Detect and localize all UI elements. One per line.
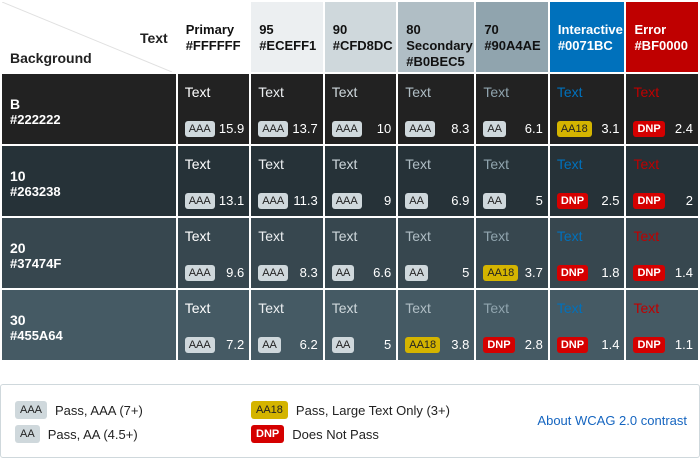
legend-item-aaa — [15, 401, 143, 419]
rating-badge: AAA — [185, 121, 215, 137]
contrast-ratio: 2.8 — [524, 337, 543, 352]
wcag-contrast-link[interactable]: About WCAG 2.0 contrast — [537, 413, 687, 428]
grid-row — [2, 146, 698, 216]
contrast-cell — [398, 74, 474, 144]
column-header-inner — [178, 2, 250, 54]
rating-badge: DNP — [633, 265, 664, 281]
legend-item-dnp — [251, 425, 379, 443]
sample-text: Text — [258, 300, 284, 316]
column-name: Primary — [185, 22, 235, 37]
rating-badge: DNP — [557, 265, 588, 281]
legend-badge-dnp: DNP — [251, 425, 284, 443]
contrast-cell — [476, 74, 548, 144]
column-header — [626, 2, 698, 72]
sample-text: Text — [258, 228, 284, 244]
contrast-ratio: 10 — [376, 121, 392, 136]
sample-text: Text — [331, 228, 358, 244]
contrast-cell — [626, 146, 698, 216]
rating-badge: AA — [258, 337, 281, 353]
contrast-ratio: 2 — [685, 193, 693, 208]
contrast-cell — [550, 290, 625, 360]
grid-row — [2, 218, 698, 288]
sample-text: Text — [556, 156, 583, 172]
rating-badge: AA18 — [557, 121, 592, 137]
column-header — [398, 2, 474, 72]
row-name: 10 — [10, 168, 26, 184]
contrast-ratio: 7.2 — [226, 337, 245, 352]
sample-text: Text — [405, 84, 431, 100]
column-name: 70 — [484, 22, 499, 37]
contrast-cell — [325, 146, 397, 216]
column-header — [251, 2, 323, 72]
contrast-cell — [178, 146, 250, 216]
column-name: Interactive — [557, 22, 623, 37]
column-header — [550, 2, 625, 72]
contrast-ratio: 8.3 — [451, 121, 470, 136]
row-hex: #37474F — [10, 256, 62, 271]
row-header — [2, 146, 176, 216]
contrast-cell — [626, 74, 698, 144]
row-header — [2, 218, 176, 288]
rating-badge: AAA — [258, 265, 288, 281]
legend-item-aa18 — [251, 401, 450, 419]
column-header — [476, 2, 548, 72]
contrast-ratio: 6.1 — [524, 121, 543, 136]
rating-badge: AAA — [332, 193, 362, 209]
rating-badge: AA18 — [405, 337, 440, 353]
contrast-cell — [178, 218, 250, 288]
contrast-cell — [626, 218, 698, 288]
sample-text: Text — [405, 228, 431, 244]
contrast-cell — [476, 218, 548, 288]
column-hex: #FFFFFF — [185, 38, 241, 53]
row-header — [2, 74, 176, 144]
sample-text: Text — [331, 156, 358, 172]
contrast-ratio: 1.1 — [674, 337, 693, 352]
legend-badge-aaa: AAA — [15, 401, 47, 419]
contrast-cell — [476, 146, 548, 216]
contrast-cell — [251, 218, 323, 288]
contrast-cell — [476, 290, 548, 360]
rating-badge: AAA — [185, 265, 215, 281]
contrast-ratio: 6.6 — [373, 265, 392, 280]
contrast-cell — [251, 290, 323, 360]
sample-text: Text — [556, 300, 583, 316]
sample-text: Text — [184, 228, 211, 244]
row-hex: #222222 — [10, 112, 61, 127]
column-name: Error — [634, 22, 667, 37]
row-name: 20 — [10, 240, 26, 256]
sample-text: Text — [331, 300, 358, 316]
background-axis-label: Background — [10, 50, 92, 66]
rating-badge: DNP — [483, 337, 514, 353]
contrast-ratio: 9 — [384, 193, 392, 208]
sample-text: Text — [633, 84, 660, 100]
contrast-ratio: 8.3 — [299, 265, 318, 280]
row-hex: #455A64 — [10, 328, 63, 343]
rating-badge: AA — [405, 193, 428, 209]
row-header-inner — [2, 290, 176, 344]
column-name: 80 Secondary — [406, 22, 473, 53]
sample-text: Text — [633, 300, 660, 316]
column-hex: #90A4AE — [484, 38, 541, 53]
contrast-cell — [325, 218, 397, 288]
contrast-ratio: 13.1 — [218, 193, 245, 208]
contrast-cell — [178, 74, 250, 144]
sample-text: Text — [258, 156, 284, 172]
row-name: 30 — [10, 312, 26, 328]
text-axis-label: Text — [139, 30, 168, 46]
column-name: 90 — [332, 22, 348, 37]
contrast-ratio: 1.4 — [601, 337, 620, 352]
legend-label-aa: Pass, AA (4.5+) — [47, 426, 138, 442]
column-header — [178, 2, 250, 72]
sample-text: Text — [184, 84, 211, 100]
rating-badge: AAA — [185, 337, 215, 353]
sample-text: Text — [184, 300, 211, 316]
contrast-ratio: 1.8 — [601, 265, 620, 280]
sample-text: Text — [483, 84, 509, 100]
rating-badge: DNP — [633, 337, 664, 353]
contrast-cell — [251, 74, 323, 144]
contrast-cell — [550, 146, 625, 216]
legend — [0, 384, 700, 458]
legend-label-aa18: Pass, Large Text Only (3+) — [295, 402, 450, 418]
legend-label-dnp: Does Not Pass — [292, 426, 379, 442]
rating-badge: AA — [332, 337, 355, 353]
sample-text: Text — [556, 228, 583, 244]
rating-badge: AA — [405, 265, 428, 281]
rating-badge: AAA — [258, 121, 288, 137]
contrast-ratio: 13.7 — [292, 121, 318, 136]
sample-text: Text — [483, 300, 509, 316]
contrast-ratio: 2.5 — [601, 193, 620, 208]
column-hex: #0071BC — [557, 38, 613, 53]
sample-text: Text — [483, 228, 509, 244]
contrast-cell — [251, 146, 323, 216]
row-header-inner — [2, 74, 176, 128]
column-header-inner — [325, 2, 397, 54]
sample-text: Text — [258, 84, 284, 100]
contrast-ratio: 3.8 — [451, 337, 470, 352]
contrast-ratio: 9.6 — [226, 265, 245, 280]
row-header-inner — [2, 218, 176, 272]
rating-badge: AAA — [185, 193, 215, 209]
column-header-inner — [476, 2, 548, 54]
column-header — [325, 2, 397, 72]
contrast-ratio: 5 — [462, 265, 470, 280]
contrast-ratio: 15.9 — [218, 121, 245, 136]
grid-row — [2, 290, 698, 360]
rating-badge: AAA — [332, 121, 362, 137]
column-header-inner — [251, 2, 323, 54]
contrast-ratio: 11.3 — [293, 193, 318, 208]
grid-row — [2, 74, 698, 144]
rating-badge: AAA — [258, 193, 288, 209]
column-hex: #ECEFF1 — [259, 38, 317, 53]
row-name: B — [10, 96, 21, 112]
contrast-cell — [626, 290, 698, 360]
rating-badge: DNP — [633, 193, 664, 209]
column-header-inner — [626, 2, 698, 54]
legend-item-aa — [15, 425, 138, 443]
contrast-ratio: 3.1 — [601, 121, 620, 136]
sample-text: Text — [483, 156, 509, 172]
contrast-cell — [398, 218, 474, 288]
contrast-cell — [325, 74, 397, 144]
column-header-inner — [398, 2, 474, 70]
column-hex: #BF0000 — [634, 38, 688, 53]
contrast-ratio: 5 — [535, 193, 543, 208]
column-header-inner — [550, 2, 625, 54]
sample-text: Text — [556, 84, 583, 100]
rating-badge: AA18 — [483, 265, 518, 281]
sample-text: Text — [633, 156, 660, 172]
rating-badge: DNP — [557, 193, 588, 209]
contrast-ratio: 2.4 — [674, 121, 693, 136]
legend-label-aaa: Pass, AAA (7+) — [55, 402, 143, 418]
column-hex: #CFD8DC — [332, 38, 393, 53]
rating-badge: AAA — [405, 121, 435, 137]
contrast-cell — [178, 290, 250, 360]
sample-text: Text — [184, 156, 211, 172]
sample-text: Text — [331, 84, 358, 100]
sample-text: Text — [633, 228, 660, 244]
column-name: 95 — [259, 22, 274, 37]
row-header — [2, 290, 176, 360]
contrast-ratio: 5 — [384, 337, 392, 352]
contrast-ratio: 6.9 — [451, 193, 470, 208]
contrast-ratio: 1.4 — [674, 265, 693, 280]
contrast-ratio: 3.7 — [524, 265, 543, 280]
sample-text: Text — [405, 300, 431, 316]
contrast-cell — [325, 290, 397, 360]
column-hex: #B0BEC5 — [406, 54, 465, 69]
rating-badge: AA — [332, 265, 355, 281]
rating-badge: AA — [483, 121, 506, 137]
row-header-inner — [2, 146, 176, 200]
rating-badge: AA — [483, 193, 506, 209]
sample-text: Text — [405, 156, 431, 172]
contrast-cell — [398, 146, 474, 216]
contrast-cell — [398, 290, 474, 360]
contrast-cell — [550, 218, 625, 288]
legend-badge-aa: AA — [15, 425, 40, 443]
corner-cell — [2, 2, 176, 72]
rating-badge: DNP — [557, 337, 588, 353]
rating-badge: DNP — [633, 121, 664, 137]
row-hex: #263238 — [10, 184, 61, 199]
contrast-cell — [550, 74, 625, 144]
legend-badge-aa18: AA18 — [251, 401, 288, 419]
contrast-ratio: 6.2 — [299, 337, 318, 352]
